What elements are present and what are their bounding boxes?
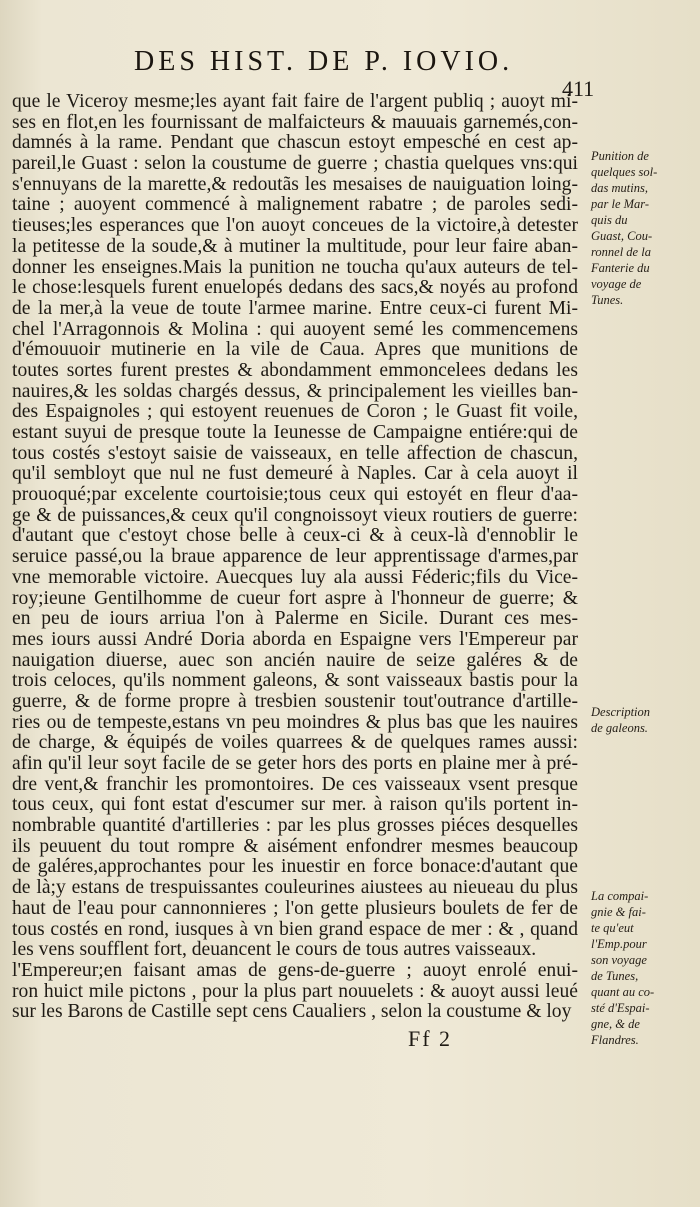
margin-note-line: de Tunes, bbox=[591, 969, 639, 983]
margin-note-line: par le Mar- bbox=[591, 197, 650, 211]
text-line: de charge, & équipés de voiles quarrees & de quelques rames aussi: bbox=[12, 733, 578, 754]
text-line: seruice passé,ou la braue apparence de leur apprentissage d'armes,par bbox=[12, 547, 578, 568]
text-line: guerre, & de forme propre à tresbien soustenir tout'outrance d'artille- bbox=[12, 691, 578, 712]
text-line: nauigation diuerse, auec son ancién nauire de seize galéres & de bbox=[12, 650, 578, 671]
margin-note-line: Flandres. bbox=[591, 1033, 639, 1047]
text-line: de là;y estans de trespuissantes couleurines aiustees au nieueau du plus bbox=[12, 878, 578, 899]
text-line: tieuses;les esperances que l'on auoyt conceues de la victoire,à detester bbox=[12, 216, 578, 237]
margin-note-empereur bbox=[591, 888, 654, 1048]
text-line: pareil,le Guast : selon la coustume de guerre ; chastia quelques vns:qui bbox=[12, 154, 578, 175]
text-line: ils peuuent du tout rompre & aisément enfondrer mesmes beaucoup bbox=[12, 836, 578, 857]
text-line: haut de l'eau pour cannonnieres ; l'on gette plusieurs boulets de fer de bbox=[12, 898, 578, 919]
text-line: de la mer,à la veue de toute l'armee marine. Entre ceux-ci furent Mi- bbox=[12, 298, 578, 319]
text-line: tous ceux, qui font estat d'escumer sur mer. à raison qu'ils portent in- bbox=[12, 795, 578, 816]
text-line: des Espaignoles ; qui estoyent reuenues de Coron ; le Guast fit voile, bbox=[12, 402, 578, 423]
text-line: ses en flot,en les fournissant de malfaicteurs & mauuais garnemés,con- bbox=[12, 112, 578, 133]
text-line: de galéres,approchantes pour les inuestir en force bonace:d'autant que bbox=[12, 857, 578, 878]
text-line: les vens soufflent fort, deuancent le cours de tous autres vaisseaux. bbox=[12, 940, 537, 961]
margin-note-line: Description bbox=[591, 705, 651, 719]
text-line: trois celoces, qu'ils nomment galeons, & sont vaisseaux bastis pour la bbox=[12, 671, 578, 692]
margin-note-line: te qu'eut bbox=[591, 921, 634, 935]
margin-note-line: das mutins, bbox=[591, 181, 648, 195]
margin-note-line: Tunes. bbox=[591, 293, 624, 307]
text-line: taine ; auoyent commencé à malignement rabatre ; de paroles sedi- bbox=[12, 195, 578, 216]
text-line: prouoqué;par excelente courtoisie;tous ceux qui estoyét en fleur d'aa- bbox=[12, 485, 578, 506]
text-line: chel l'Arragonnois & Molina : qui auoyent semé les commencemens bbox=[12, 319, 578, 340]
margin-note-line: son voyage bbox=[591, 953, 647, 967]
margin-note-line: Punition de bbox=[591, 149, 649, 163]
text-line: le chose:lesquels furent enuelopés dedans des sacs,& noyés au profond bbox=[12, 278, 578, 299]
text-line: d'autant que c'estoyt chose belle à ceux-ci & à ceux-là d'ennoblir le bbox=[12, 526, 578, 547]
text-line: s'ennuyans de la marette,& redoutãs les mesaises de nauiguation loing- bbox=[12, 174, 578, 195]
margin-note-line: quelques sol- bbox=[591, 165, 658, 179]
page-number: 411 bbox=[562, 76, 595, 101]
text-line: en peu de iours arriua l'on à Palerme en Sicile. Durant ces mes- bbox=[12, 609, 578, 630]
margin-note-line: l'Emp.pour bbox=[591, 937, 647, 951]
text-line: que le Viceroy mesme;les ayant fait faire de l'argent publiq ; auoyt mi- bbox=[12, 92, 578, 112]
margin-note-line: La compai- bbox=[591, 889, 649, 903]
margin-note-line: ronnel de la bbox=[591, 245, 651, 259]
text-line: la petitesse de la soude,& à mutiner la multitude, pour leur faire aban- bbox=[12, 236, 578, 257]
text-line: donner les enseignes.Mais la punition ne toucha qu'aux auteurs de tel- bbox=[12, 257, 578, 278]
text-line: d'émouuoir mutinerie en la vile de Caua. Apres que munitions de bbox=[12, 340, 578, 361]
margin-note-line: voyage de bbox=[591, 277, 642, 291]
text-line: mes iours aussi André Doria aborda en Espaigne vers l'Empereur par bbox=[12, 629, 578, 650]
text-line: qu'il sembloyt que nul ne fust demeuré à Naples. Car à cela auoyt il bbox=[12, 464, 578, 485]
text-line: ron huict mile pictons , pour la plus part nouuelets : & auoyt aussi leué bbox=[12, 981, 578, 1002]
text-line: dre vent,& franchir les promontoires. De ces vaisseaux vsent presque bbox=[12, 774, 578, 795]
text-line: ge & de puissances,& ceux qu'il congnoissoyt vieux routiers de guerre: bbox=[12, 505, 578, 526]
margin-note-galeons bbox=[591, 704, 650, 736]
text-line: tous costés s'estoyt saisie de vaisseaux, en telle affection de chascun, bbox=[12, 443, 578, 464]
text-line: l'Empereur;en faisant amas de gens-de-guerre ; auoyt enrolé enui- bbox=[12, 960, 578, 981]
text-line: tous costés en rond, iusques à vn bien grand espace de mer : & , quand bbox=[12, 919, 578, 940]
margin-note-line: gne, & de bbox=[591, 1017, 640, 1031]
text-line: afin qu'il leur soyt facile de se geter hors des ports en plaine mer à pré- bbox=[12, 754, 578, 774]
signature-mark: Ff 2 bbox=[408, 1026, 453, 1051]
text-line: roy;ieune Gentilhomme de cueur fort aspre à l'honneur de guerre; & bbox=[12, 588, 578, 609]
margin-note-line: gnie & fai- bbox=[591, 905, 646, 919]
margin-note-line: quis du bbox=[591, 213, 628, 227]
text-line: damnés à la rame. Pendant que chascun estoyt empesché en cest ap- bbox=[12, 133, 578, 154]
text-line: nombrable quantité d'artilleries : par les plus grosses piéces desquelles bbox=[12, 816, 578, 837]
main-text-block bbox=[12, 92, 578, 1023]
margin-note-line: quant au co- bbox=[591, 985, 655, 999]
text-line: ries ou de tempeste,estans vn peu moindres & plus bas que les nauires bbox=[12, 712, 578, 733]
margin-note-punition bbox=[591, 148, 657, 308]
margin-note-line: Guast, Cou- bbox=[591, 229, 653, 243]
text-line: nauires,& les soldas chargés dessus, & principalement les vieilles ban- bbox=[12, 381, 578, 402]
text-line: estant suyui de presque toute la Ieunesse de Campaigne entiére:qui de bbox=[12, 423, 578, 443]
margin-note-line: de galeons. bbox=[591, 721, 648, 735]
margin-note-line: Fanterie du bbox=[591, 261, 650, 275]
margin-note-line: sté d'Espai- bbox=[591, 1001, 650, 1015]
text-line: sur les Barons de Castille sept cens Caualiers , selon la coustume & loy bbox=[12, 1002, 572, 1023]
running-title: DES HIST. DE P. IOVIO. bbox=[134, 46, 514, 77]
text-line: toutes sortes furent prestes & abondamment emmoncelees dedans les bbox=[12, 360, 578, 381]
text-line: vne memorable victoire. Auecques luy ala aussi Féderic;fils du Vice- bbox=[12, 567, 578, 588]
